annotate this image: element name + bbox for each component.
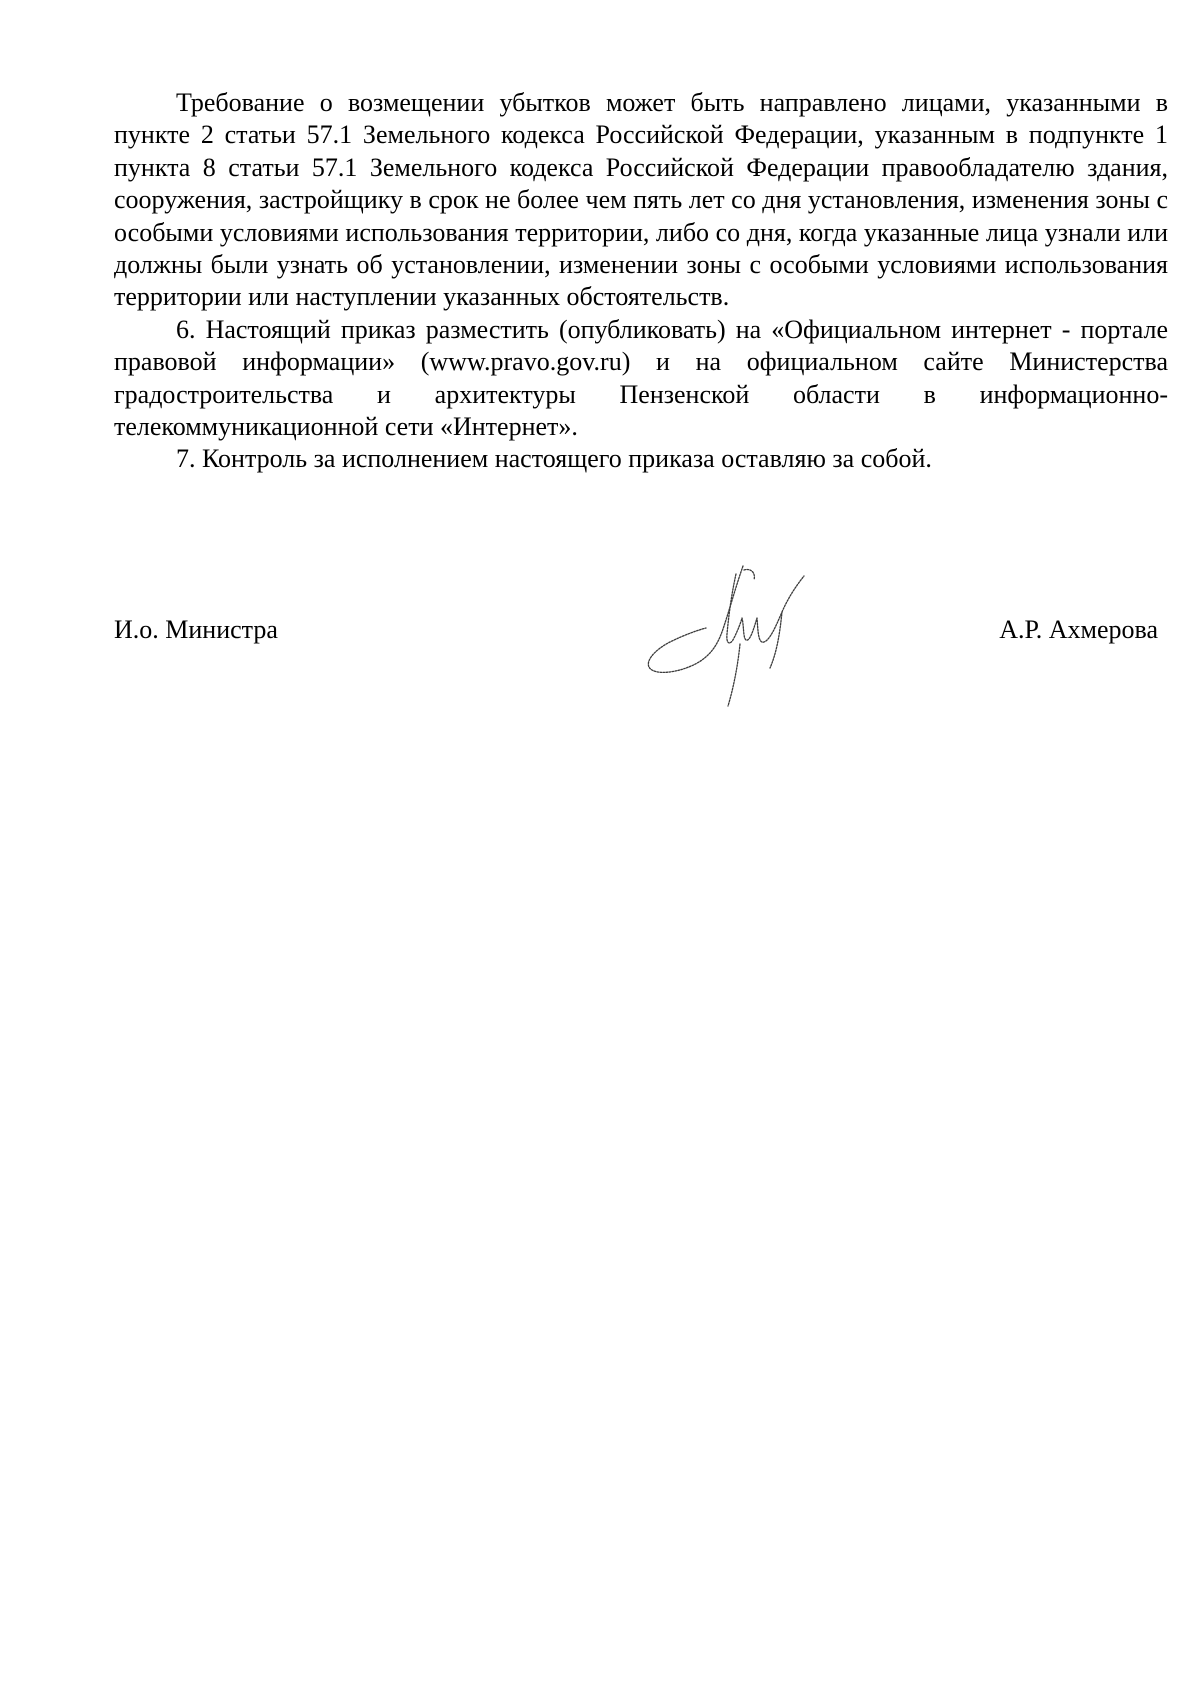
signer-name: А.Р. Ахмерова xyxy=(999,615,1158,644)
signer-title: И.о. Министра xyxy=(114,615,278,644)
handwritten-signature-icon xyxy=(640,560,830,710)
paragraph-control: 7. Контроль за исполнением настоящего приказа оставляю за собой. xyxy=(176,444,932,474)
paragraph-publication: 6. Настоящий приказ разместить (опубликовать) на «Официальном интернет - портале правовой информации» (www.pravo.gov.ru) и на официальном сайте Министерства градостроительства и архитектуры Пензенской области в информационно-телекоммуникационной сети «Интернет». xyxy=(114,314,1168,442)
document-body xyxy=(114,87,1168,476)
signature-block xyxy=(114,614,1158,654)
paragraph-damages-claim: Требование о возмещении убытков может быть направлено лицами, указанными в пункте 2 статьи 57.1 Земельного кодекса Российской Федерации, указанным в подпункте 1 пункта 8 статьи 57.1 Земельного кодекса Российской Федерации правообладателю здания, сооружения, застройщику в срок не более чем пять лет со дня установления, изменения зоны с особыми условиями использования территории, либо со дня, когда указанные лица узнали или должны были узнать об установлении, изменении зоны с особыми условиями использования территории или наступлении указанных обстоятельств. xyxy=(114,88,1168,312)
